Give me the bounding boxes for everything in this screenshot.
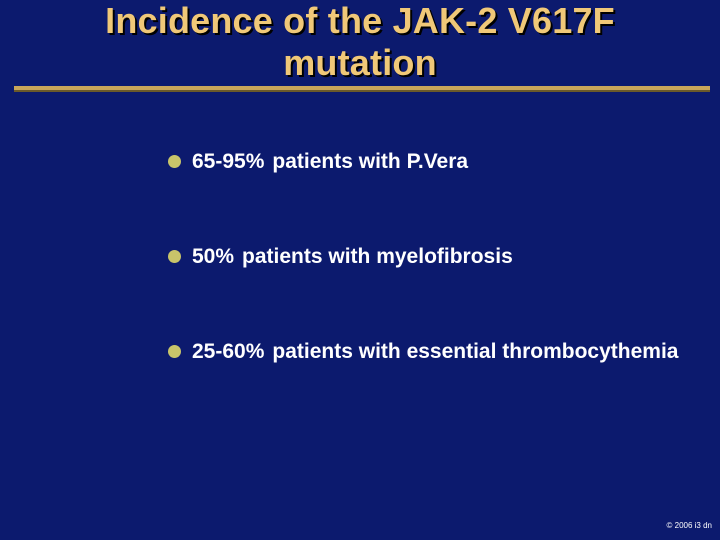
bullet-dot-icon [168, 155, 181, 168]
bullet-text: patients with myelofibrosis [242, 245, 513, 268]
title-divider [14, 86, 710, 90]
bullet-text: patients with essential thrombocythemia [272, 340, 679, 363]
bullet-item [166, 243, 686, 271]
slide-title-line-2: mutation [283, 42, 437, 83]
bullet-percent: 50% [192, 245, 235, 268]
bullet-list [166, 148, 686, 433]
bullet-dot-icon [168, 250, 181, 263]
copyright-footer: © 2006 i3 dn [666, 521, 712, 530]
slide-title [10, 0, 710, 84]
slide-title-line-1: Incidence of the JAK-2 V617F [105, 0, 615, 41]
bullet-item [166, 148, 686, 176]
bullet-text: patients with P.Vera [272, 150, 469, 173]
bullet-item [166, 338, 686, 366]
bullet-dot-icon [168, 345, 181, 358]
bullet-percent: 25-60% [192, 340, 265, 363]
bullet-percent: 65-95% [192, 150, 265, 173]
